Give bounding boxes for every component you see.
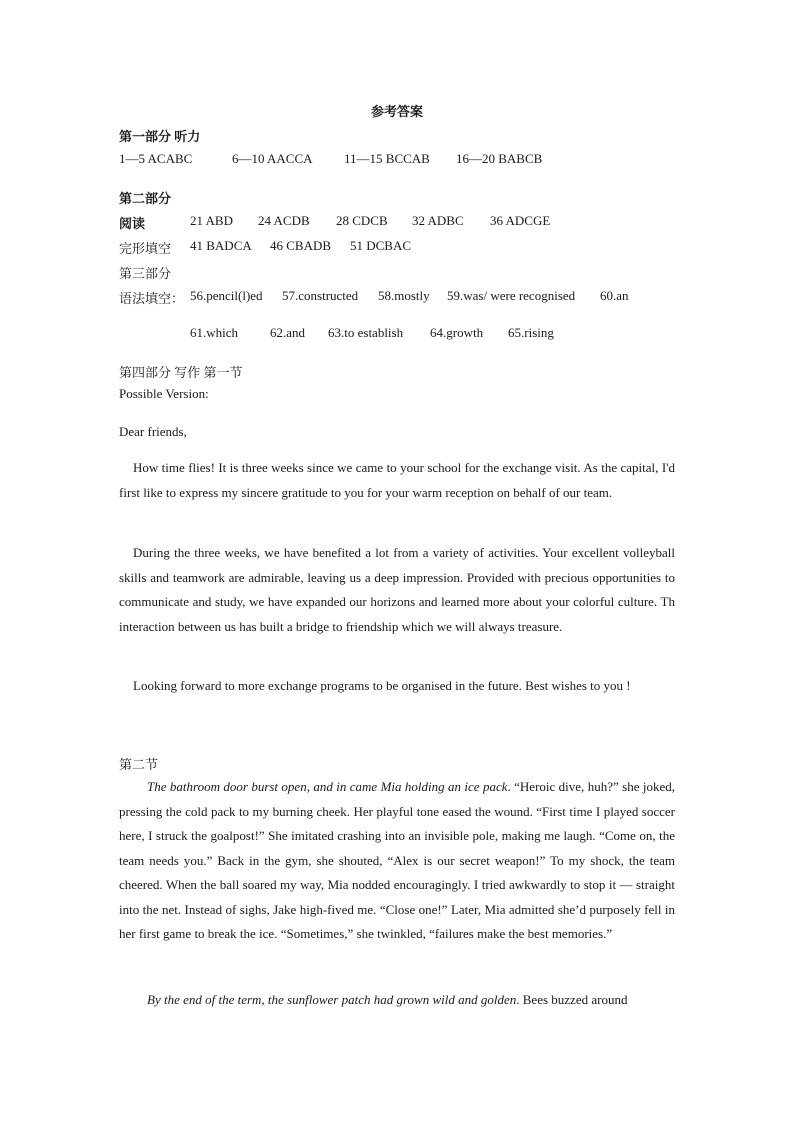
listening-answers-1: 1—5 ACABC xyxy=(119,151,193,166)
grammar-answer-56: 56.pencil(l)ed xyxy=(190,288,263,303)
letter-paragraph-3-text: Looking forward to more exchange programs to be organised in the future. Best wishes to you ! xyxy=(133,678,631,693)
reading-label: 阅读 xyxy=(119,216,146,231)
grammar-answer-63: 63.to establish xyxy=(328,325,404,340)
letter-paragraph-2-text: During the three weeks, we have benefited a lot from a variety of activities. Your excellent volleyball skills and teamwork are admirable, leaving us a deep impression. Provided with precious opportunities to communicate and study, we have expanded our horizons and learned more about your colorful culture. Th interaction between us has built a bridge to friendship which we will always treasure. xyxy=(119,545,675,634)
grammar-label: 语法填空： xyxy=(119,291,185,306)
grammar-answer-64: 64.growth xyxy=(430,325,484,340)
cloze-answers-1: 41 BADCA xyxy=(190,238,252,253)
part3-heading: 第三部分 xyxy=(119,266,172,281)
grammar-answer-59: 59.was/ were recognised xyxy=(447,288,576,303)
story-paragraph-1-text: . “Heroic dive, huh?” she joked, pressing the cold pack to my burning cheek. Her playful tone eased the wound. “First time I played soccer here, I struck the goalpost!” She imitated crashing into an invisible pole, making me laugh. “Come on, the team needs you.” Back in the gym, she shouted, “Alex is our secret weapon!” To my shock, the team cheered. When the ball soared my way, Mia nodded encouragingly. I tried awkwardly to stop it — straight into the net. Instead of sighs, Jake high-fived me. “Close one!” Later, Mia admitted she’d purposely fell in her first game to break the ice. “Sometimes,” she twinkled, “failures make the best memories.” xyxy=(119,779,675,941)
story-paragraph-2-text: . Bees buzzed around xyxy=(516,992,628,1007)
reading-answers-1: 21 ABD xyxy=(190,213,233,228)
section2-heading: 第二节 xyxy=(119,757,159,772)
grammar-answer-57: 57.constructed xyxy=(282,288,359,303)
letter-salutation: Dear friends, xyxy=(119,424,187,439)
cloze-label: 完形填空 xyxy=(119,241,172,256)
reading-answers-5: 36 ADCGE xyxy=(490,213,551,228)
cloze-answers-2: 46 CBADB xyxy=(270,238,332,253)
story-paragraph-2 xyxy=(119,988,675,1013)
grammar-answer-65: 65.rising xyxy=(508,325,554,340)
story-paragraph-1 xyxy=(119,775,675,947)
listening-answers-3: 11—15 BCCAB xyxy=(344,151,430,166)
reading-answers-4: 32 ADBC xyxy=(412,213,464,228)
page-title: 参考答案 xyxy=(370,104,423,119)
part4-heading: 第四部分 写作 第一节 xyxy=(119,365,243,380)
story-paragraph-1-opening: The bathroom door burst open, and in came Mia holding an ice pack xyxy=(147,779,508,794)
letter-paragraph-1 xyxy=(119,456,675,505)
listening-answers-4: 16—20 BABCB xyxy=(456,151,543,166)
possible-version-label: Possible Version: xyxy=(119,386,209,401)
reading-answers-2: 24 ACDB xyxy=(258,213,310,228)
cloze-answers-3: 51 DCBAC xyxy=(350,238,412,253)
grammar-answer-61: 61.which xyxy=(190,325,239,340)
part1-heading: 第一部分 听力 xyxy=(119,129,201,144)
grammar-answer-60: 60.an xyxy=(600,288,629,303)
letter-paragraph-1-text: How time flies! It is three weeks since we came to your school for the exchange visit. As the capital, I'd first like to express my sincere gratitude to you for your warm reception on behalf of our team. xyxy=(119,460,675,500)
reading-answers-3: 28 CDCB xyxy=(336,213,388,228)
listening-answers-2: 6—10 AACCA xyxy=(232,151,313,166)
story-paragraph-2-opening: By the end of the term, the sunflower patch had grown wild and golden xyxy=(147,992,517,1007)
letter-paragraph-2 xyxy=(119,541,675,639)
grammar-answer-62: 62.and xyxy=(270,325,306,340)
part2-heading: 第二部分 xyxy=(119,191,172,206)
grammar-answer-58: 58.mostly xyxy=(378,288,430,303)
letter-paragraph-3 xyxy=(119,674,675,699)
